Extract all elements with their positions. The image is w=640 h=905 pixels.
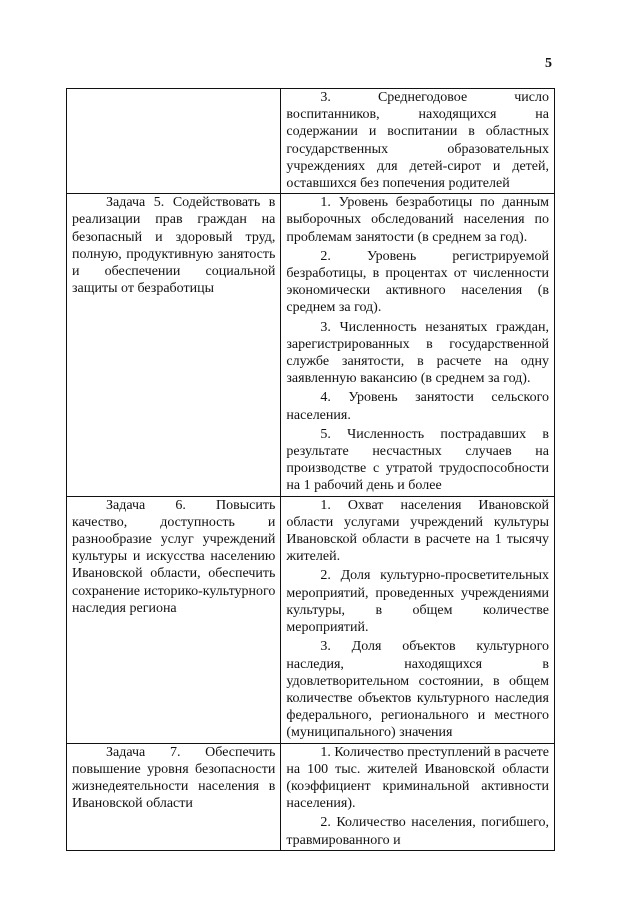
indicator-item: 1. Уровень безработицы по данным выборочных обследований населения по проблемам занятости (в среднем за год). <box>286 195 549 245</box>
indicator-item: 5. Численность пострадавших в результате несчастных случаев на производстве с утратой трудоспособности на 1 рабочий день и более <box>286 426 549 494</box>
indicator-item: 2. Доля культурно-просветительных мероприятий, проведенных учреждениями культуры, в общем количестве мероприятий. <box>286 568 549 636</box>
task-cell <box>67 743 281 850</box>
table-row <box>67 89 555 194</box>
task-text: Задача 5. Содействовать в реализации прав граждан на безопасный и здоровый труд, полную, продуктивную занятость и обеспечении социальной защиты от безработицы <box>72 195 276 297</box>
table-row <box>67 496 555 743</box>
indicator-item: 3. Доля объектов культурного наследия, находящихся в удовлетворительном состоянии, в общем количестве объектов культурного наследия федерального, регионального и местного (муниципального) значения <box>286 639 549 741</box>
indicators-cell <box>281 89 555 194</box>
indicators-cell <box>281 194 555 496</box>
indicator-item: 2. Уровень регистрируемой безработицы, в процентах от численности экономически активного населения (в среднем за год). <box>286 248 549 316</box>
indicator-item: 4. Уровень занятости сельского населения. <box>286 390 549 423</box>
task-cell <box>67 496 281 743</box>
task-cell <box>67 194 281 496</box>
task-text: Задача 7. Обеспечить повышение уровня безопасности жизнедеятельности населения в Ивановской области <box>72 744 276 812</box>
indicators-cell <box>281 496 555 743</box>
indicator-item: 3. Численность незанятых граждан, зарегистрированных в государственной службе занятости, в расчете на одну заявленную вакансию (в среднем за год). <box>286 319 549 387</box>
table-row <box>67 743 555 850</box>
table-row <box>67 194 555 496</box>
indicator-item: 1. Количество преступлений в расчете на 100 тыс. жителей Ивановской области (коэффициент криминальной активности населения). <box>286 744 549 812</box>
task-text: Задача 6. Повысить качество, доступность и разнообразие услуг учреждений культуры и искусства населению Ивановской области, обеспечить сохранение историко-культурного наследия региона <box>72 497 276 616</box>
indicator-item: 2. Количество населения, погибшего, травмированного и <box>286 815 549 848</box>
task-cell <box>67 89 281 194</box>
indicators-cell <box>281 743 555 850</box>
page-number: 5 <box>545 56 552 71</box>
indicator-item: 1. Охват населения Ивановской области услугами учреждений культуры Ивановской области в расчете на 1 тысячу жителей. <box>286 497 549 565</box>
indicator-item: 3. Среднегодовое число воспитанников, находящихся на содержании и воспитании в областных государственных образовательных учреждениях для детей-сирот и детей, оставшихся без попечения родителей <box>286 90 549 192</box>
goals-indicators-table <box>66 88 555 851</box>
